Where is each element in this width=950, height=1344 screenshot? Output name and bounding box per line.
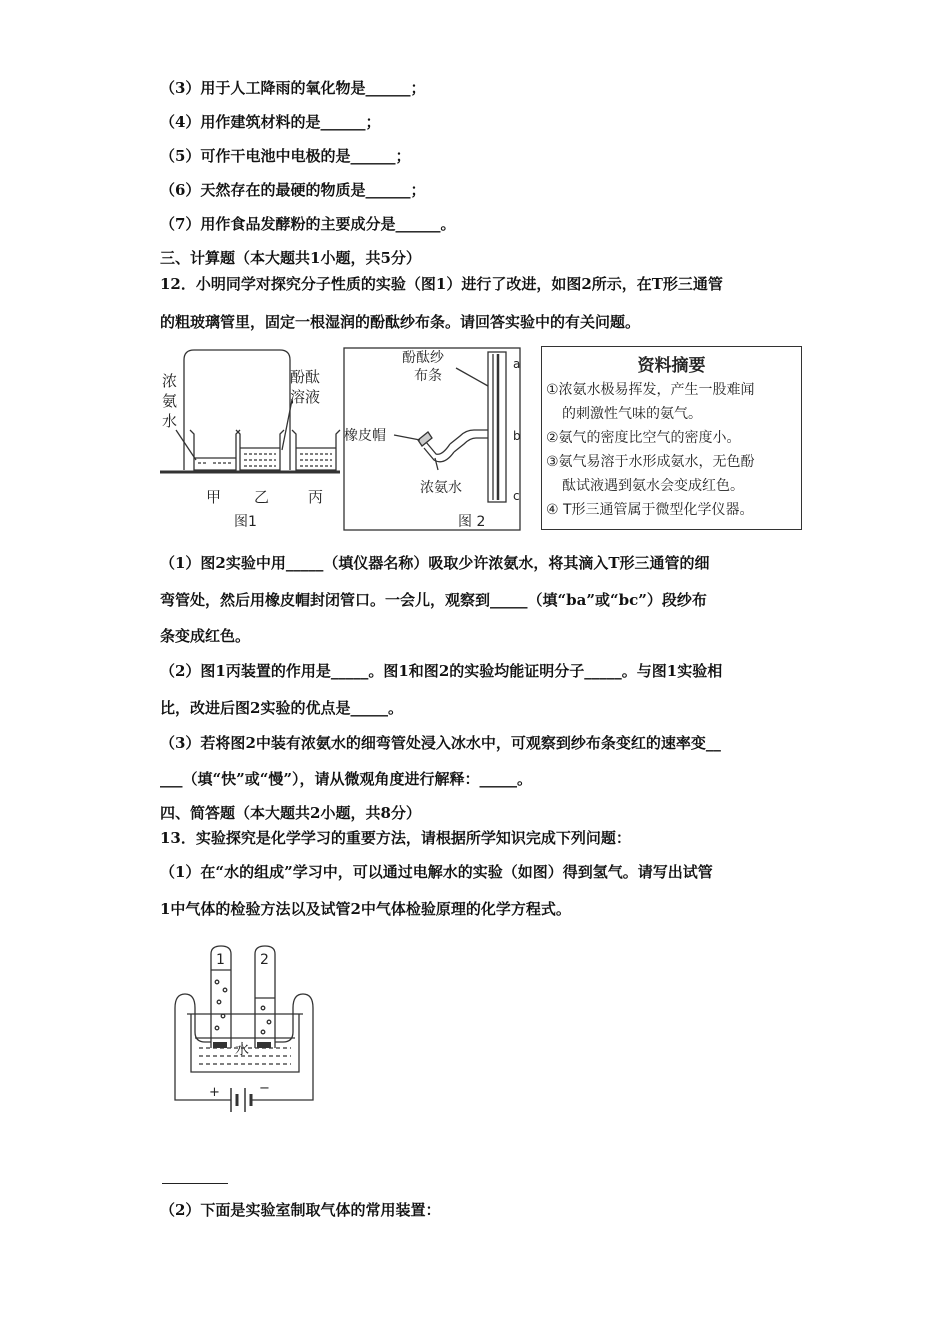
minus-terminal-label: −	[259, 1081, 270, 1096]
fig2-point-c: c	[513, 489, 520, 503]
figure-2-diagram	[338, 346, 538, 532]
notes-title: 资料摘要	[637, 356, 706, 376]
notes-line: 的刺激性气味的氨气。	[562, 406, 702, 422]
q11-item-5: （5）可作干电池中电极的是______；	[160, 147, 411, 165]
fig2-point-b: b	[513, 429, 521, 443]
q12-part1-line1: （1）图2实验中用_____（填仪器名称）吸取少许浓氨水，将其滴入T形三通管的细	[160, 554, 710, 572]
q12-part2-line1: （2）图1丙装置的作用是_____。图1和图2的实验均能证明分子_____。与图1实验相	[160, 662, 723, 680]
plus-terminal-label: +	[209, 1085, 220, 1100]
notes-line: 酞试液遇到氨水会变成红色。	[562, 478, 744, 494]
footnote-rule	[162, 1183, 228, 1184]
fig1-left-label-2: 氨	[162, 392, 178, 410]
q12-part1-line2: 弯管处，然后用橡皮帽封闭管口。一会儿，观察到_____（填“ba”或“bc”）段纱布	[160, 591, 707, 609]
fig2-point-a: a	[513, 357, 521, 371]
q13-part2: （2）下面是实验室制取气体的常用装置：	[160, 1201, 441, 1219]
q13-stem: 13．实验探究是化学学习的重要方法，请根据所学知识完成下列问题：	[160, 829, 631, 847]
q11-item-3: （3）用于人工降雨的氧化物是______；	[160, 79, 426, 97]
q11-item-6: （6）天然存在的最硬的物质是______；	[160, 181, 426, 199]
fig2-ammonia-label: 浓氨水	[420, 480, 462, 496]
fig2-caption: 图 2	[458, 514, 486, 530]
section4-title: 四、简答题（本大题共2小题，共8分）	[160, 804, 421, 822]
q12-stem-line1: 12．小明同学对探究分子性质的实验（图1）进行了改进，如图2所示，在T形三通管	[160, 275, 723, 293]
figure-1-diagram	[158, 346, 348, 532]
fig1-right-label-2: 溶液	[290, 388, 321, 406]
tube-2-label: 2	[260, 952, 269, 968]
notes-line: ①浓氨水极易挥发，产生一股难闻	[546, 382, 755, 398]
fig2-gauze-label-2: 布条	[414, 368, 442, 384]
water-label: 水	[235, 1042, 249, 1058]
q12-part2-line2: 比，改进后图2实验的优点是_____。	[160, 699, 403, 717]
notes-line: ②氨气的密度比空气的密度小。	[546, 430, 741, 446]
fig1-left-label-3: 水	[162, 412, 178, 430]
beaker-label-jia: 甲	[206, 488, 222, 506]
fig2-cap-label: 橡皮帽	[344, 428, 386, 444]
q13-part1-line2: 1中气体的检验方法以及试管2中气体检验原理的化学方程式。	[160, 900, 571, 918]
notes-line: ④ T形三通管属于微型化学仪器。	[546, 502, 754, 518]
q12-stem-line2: 的粗玻璃管里，固定一根湿润的酚酞纱布条。请回答实验中的有关问题。	[160, 313, 641, 331]
tube-1-label: 1	[216, 952, 225, 968]
q12-part3-line2: ___（填“快”或“慢”），请从微观角度进行解释：_____。	[160, 770, 533, 788]
notes-box	[541, 346, 802, 530]
q12-part3-line1: （3）若将图2中装有浓氨水的细弯管处浸入冰水中，可观察到纱布条变红的速率变__	[160, 734, 721, 752]
fig1-caption: 图1	[234, 514, 257, 530]
q12-part1-line3: 条变成红色。	[160, 627, 251, 645]
q13-part1-line1: （1）在“水的组成”学习中，可以通过电解水的实验（如图）得到氢气。请写出试管	[160, 863, 713, 881]
q11-item-4: （4）用作建筑材料的是______；	[160, 113, 381, 131]
electrolysis-diagram	[165, 938, 325, 1128]
fig2-gauze-label-1: 酚酞纱	[402, 350, 444, 366]
beaker-label-yi: 乙	[254, 488, 270, 506]
beaker-label-bing: 丙	[308, 488, 324, 506]
fig1-right-label-1: 酚酞	[290, 368, 321, 386]
section3-title: 三、计算题（本大题共1小题，共5分）	[160, 249, 421, 267]
q11-item-7: （7）用作食品发酵粉的主要成分是______。	[160, 215, 456, 233]
fig1-left-label-1: 浓	[162, 372, 178, 390]
notes-line: ③氨气易溶于水形成氨水，无色酚	[546, 454, 755, 470]
